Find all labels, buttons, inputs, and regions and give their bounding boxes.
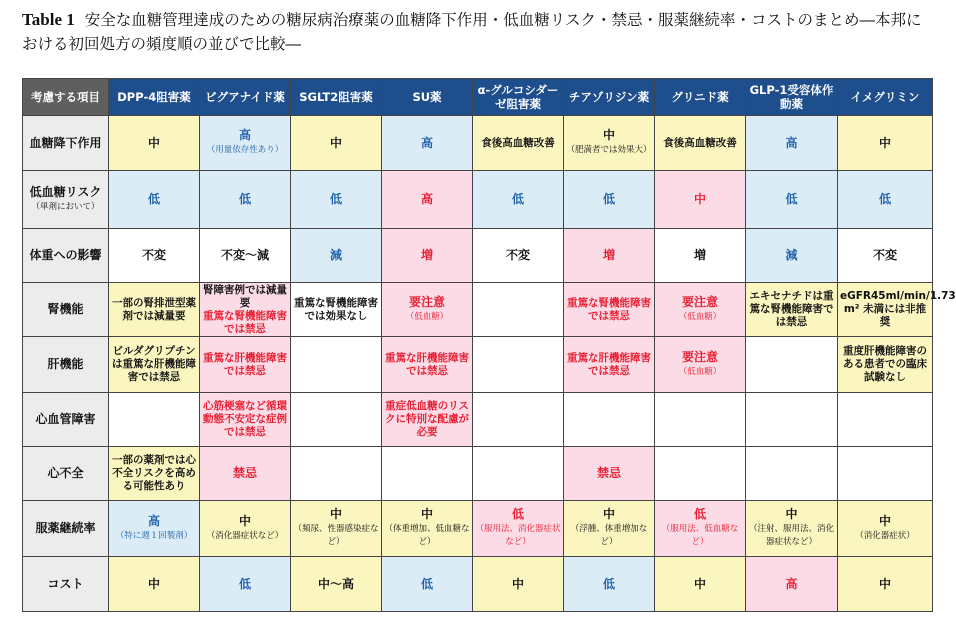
- table-cell: 要注意 （低血糖）: [655, 337, 746, 393]
- table-cell: 中～高: [291, 557, 382, 612]
- table-cell: 中: [838, 557, 933, 612]
- table-row: [23, 229, 933, 283]
- header-imeglimin: イメグリミン: [838, 79, 933, 116]
- table-cell: [473, 337, 564, 393]
- row-header: 服薬継続率: [23, 501, 109, 557]
- table-cell: 重篤な肝機能障害では禁忌: [382, 337, 473, 393]
- table-row: [23, 447, 933, 501]
- table-cell: 中: [109, 116, 200, 171]
- table-cell: 低: [382, 557, 473, 612]
- table-cell: 低: [564, 171, 655, 229]
- table-cell: 腎障害例では減量要 重篤な腎機能障害では禁忌: [200, 283, 291, 337]
- table-cell: ビルダグリプチンは重篤な肝機能障害では禁忌: [109, 337, 200, 393]
- table-cell: エキセナチドは重篤な腎機能障害では禁忌: [746, 283, 838, 337]
- table-cell: 重度肝機能障害のある患者での臨床試験なし: [838, 337, 933, 393]
- table-cell: [655, 447, 746, 501]
- table-cell: 要注意 （低血糖）: [655, 283, 746, 337]
- table-cell: 食後高血糖改善: [473, 116, 564, 171]
- table-cell: 低 （服用法、低血糖など）: [655, 501, 746, 557]
- table-cell: 中: [838, 116, 933, 171]
- table-cell: 高: [746, 116, 838, 171]
- table-title: [22, 8, 932, 56]
- row-header: 心不全: [23, 447, 109, 501]
- table-cell: [746, 393, 838, 447]
- table-row: [23, 557, 933, 612]
- table-caption: 安全な血糖管理達成のための糖尿病治療薬の血糖降下作用・低血糖リスク・禁忌・服薬継続率・コストのまとめ―本邦における初回処方の頻度順の並びで比較―: [22, 11, 922, 53]
- table-cell: [291, 393, 382, 447]
- table-cell: 重症低血糖のリスクに特別な配慮が必要: [382, 393, 473, 447]
- table-cell: 減: [291, 229, 382, 283]
- table-cell: 中 （頻尿、性器感染症など）: [291, 501, 382, 557]
- table-cell: 食後高血糖改善: [655, 116, 746, 171]
- header-su: SU薬: [382, 79, 473, 116]
- header-dpp4: DPP-4阻害薬: [109, 79, 200, 116]
- table-cell: 心筋梗塞など循環動態不安定な症例では禁忌: [200, 393, 291, 447]
- table-cell: 低: [109, 171, 200, 229]
- table-cell: 減: [746, 229, 838, 283]
- row-header: 肝機能: [23, 337, 109, 393]
- row-header: 腎機能: [23, 283, 109, 337]
- table-label: Table 1: [22, 10, 75, 29]
- table-cell: [655, 393, 746, 447]
- table-cell: 低: [838, 171, 933, 229]
- table-cell: [564, 393, 655, 447]
- table-cell: 高 （用量依存性あり）: [200, 116, 291, 171]
- table-cell: 重篤な肝機能障害では禁忌: [564, 337, 655, 393]
- table-cell: 増: [382, 229, 473, 283]
- row-header: コスト: [23, 557, 109, 612]
- header-glinide: グリニド薬: [655, 79, 746, 116]
- table-cell: [838, 393, 933, 447]
- row-header: 体重への影響: [23, 229, 109, 283]
- table-row: [23, 283, 933, 337]
- table-cell: 低: [473, 171, 564, 229]
- table-cell: [291, 447, 382, 501]
- row-header: 低血糖リスク （単剤において）: [23, 171, 109, 229]
- header-tzd: チアゾリジン薬: [564, 79, 655, 116]
- table-row: [23, 393, 933, 447]
- table-cell: 中: [109, 557, 200, 612]
- table-cell: 不変: [473, 229, 564, 283]
- table-cell: 中 （消化器症状など）: [200, 501, 291, 557]
- header-item: 考慮する項目: [23, 79, 109, 116]
- row-header: 心血管障害: [23, 393, 109, 447]
- table-row: [23, 337, 933, 393]
- table-cell: 重篤な腎機能障害では禁忌: [564, 283, 655, 337]
- table-cell: 高 （特に週１回製剤）: [109, 501, 200, 557]
- table-cell: [473, 283, 564, 337]
- table-cell: 禁忌: [564, 447, 655, 501]
- table-cell: 中: [655, 171, 746, 229]
- table-cell: 高: [746, 557, 838, 612]
- table-row: [23, 501, 933, 557]
- table-cell: [838, 447, 933, 501]
- row-header: 血糖降下作用: [23, 116, 109, 171]
- table-cell: 不変: [838, 229, 933, 283]
- table-cell: 一部の腎排泄型薬剤では減量要: [109, 283, 200, 337]
- table-cell: 高: [382, 171, 473, 229]
- table-cell: 低: [291, 171, 382, 229]
- header-biguanide: ビグアナイド薬: [200, 79, 291, 116]
- table-cell: 低 （服用法、消化器症状など）: [473, 501, 564, 557]
- table-cell: 中 （消化器症状）: [838, 501, 933, 557]
- table-cell: 中: [291, 116, 382, 171]
- table-cell: 増: [655, 229, 746, 283]
- table-cell: [746, 447, 838, 501]
- table-row: [23, 116, 933, 171]
- table-cell: [382, 447, 473, 501]
- table-cell: [109, 393, 200, 447]
- header-sglt2: SGLT2阻害薬: [291, 79, 382, 116]
- table-cell: 不変～減: [200, 229, 291, 283]
- table-cell: 中 （注射、服用法、消化器症状など）: [746, 501, 838, 557]
- table-cell: 要注意 （低血糖）: [382, 283, 473, 337]
- table-cell: 高: [382, 116, 473, 171]
- table-cell: 中 （肥満者では効果大）: [564, 116, 655, 171]
- table-cell: eGFR45ml/min/1.73 m² 未満には非推奨: [838, 283, 933, 337]
- table-cell: 増: [564, 229, 655, 283]
- table-row: [23, 171, 933, 229]
- table-cell: 重篤な腎機能障害では効果なし: [291, 283, 382, 337]
- table-cell: 重篤な肝機能障害では禁忌: [200, 337, 291, 393]
- table-cell: 低: [746, 171, 838, 229]
- table-cell: 一部の薬剤では心不全リスクを高める可能性あり: [109, 447, 200, 501]
- comparison-table: [22, 78, 956, 612]
- table-cell: [473, 393, 564, 447]
- header-agi: α-グルコシダーゼ阻害薬: [473, 79, 564, 116]
- table-cell: 不変: [109, 229, 200, 283]
- table-cell: [746, 337, 838, 393]
- table-cell: 低: [200, 557, 291, 612]
- table-cell: 禁忌: [200, 447, 291, 501]
- header-row: [23, 79, 933, 116]
- table-cell: 中: [655, 557, 746, 612]
- table-cell: [291, 337, 382, 393]
- table-cell: 中 （体重増加、低血糖など）: [382, 501, 473, 557]
- table-cell: 中 （浮腫、体重増加など）: [564, 501, 655, 557]
- table-cell: 低: [200, 171, 291, 229]
- header-glp1: GLP-1受容体作動薬: [746, 79, 838, 116]
- table-cell: [473, 447, 564, 501]
- table-cell: 低: [564, 557, 655, 612]
- table-cell: 中: [473, 557, 564, 612]
